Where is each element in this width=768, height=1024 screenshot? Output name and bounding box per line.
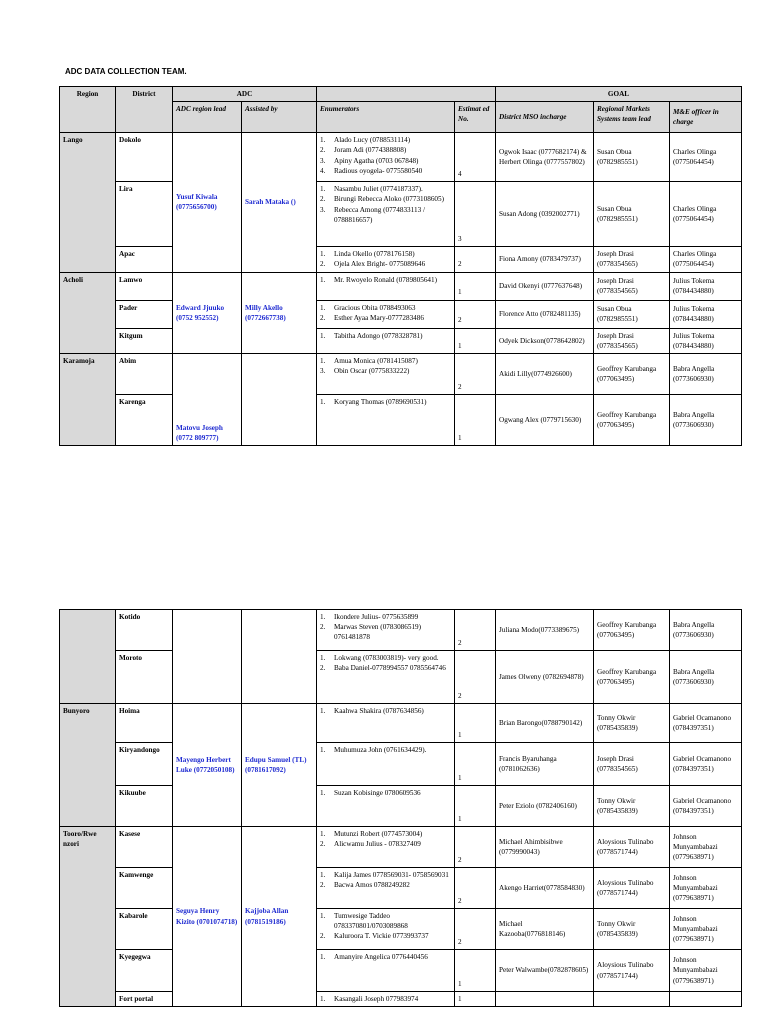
enumerator-name: Radious oyogela- 0775580540 bbox=[334, 166, 423, 175]
enumerator-number: 1. bbox=[320, 250, 326, 259]
enumerator-number: 4. bbox=[320, 166, 326, 175]
enumerator-name: Koryang Thomas (0789690531) bbox=[334, 398, 427, 407]
enumerator-number: 2. bbox=[320, 313, 326, 322]
estimated-number-cell: 2 bbox=[455, 868, 496, 909]
enumerator-name: Apiny Agatha (0703 067848) bbox=[334, 156, 419, 165]
district-cell: Hoima bbox=[116, 704, 173, 743]
enumerator-entry bbox=[320, 788, 451, 798]
enumerator-entry bbox=[320, 313, 451, 323]
me-officer-cell: Charles Olinga (0775064454) bbox=[670, 247, 742, 272]
regional-markets-lead-cell: Geoffrey Karubanga (077063495) bbox=[594, 610, 670, 651]
regional-markets-lead-cell: Susan Obua (0782985551) bbox=[594, 182, 670, 247]
me-officer-cell: Babra Angella (0773606930) bbox=[670, 651, 742, 704]
enumerator-name: Kalija James 0778569031- 0758569031 bbox=[334, 871, 449, 879]
adc-region-lead-cell: Mayengo Herbert Luke (0772050108) bbox=[173, 704, 242, 827]
header-district-mso: District MSO incharge bbox=[496, 102, 594, 133]
enumerator-number: 1. bbox=[320, 871, 326, 879]
enumerator-entry bbox=[320, 952, 451, 962]
enumerator-name: Linda Okello (0778176158) bbox=[334, 250, 415, 259]
enumerator-number: 1. bbox=[320, 746, 326, 754]
district-mso-cell: David Okenyi (0777637648) bbox=[496, 272, 594, 300]
header-adc-region-lead: ADC region lead bbox=[173, 102, 242, 133]
enumerators-cell bbox=[317, 247, 455, 272]
district-cell: Kiryandongo bbox=[116, 743, 173, 786]
district-cell: Lamwo bbox=[116, 272, 173, 300]
table-row bbox=[60, 786, 742, 827]
enumerator-number: 2. bbox=[320, 623, 326, 632]
table-row bbox=[60, 992, 742, 1007]
me-officer-cell: Babra Angella (0773606930) bbox=[670, 354, 742, 395]
enumerator-number: 1. bbox=[320, 136, 326, 145]
district-cell: Abim bbox=[116, 354, 173, 395]
enumerators-cell bbox=[317, 354, 455, 395]
enumerator-entry bbox=[320, 166, 451, 176]
enumerator-number: 2. bbox=[320, 146, 326, 155]
enumerator-entry bbox=[320, 366, 451, 376]
enumerator-entry bbox=[320, 184, 451, 194]
estimated-number-cell: 1 bbox=[455, 743, 496, 786]
enumerator-number: 2. bbox=[320, 932, 326, 941]
assisted-by-cell: Kajjoba Allan (0781519186) bbox=[242, 827, 317, 1007]
district-mso-cell: Akengo Harriet(0778584830) bbox=[496, 868, 594, 909]
enumerators-cell bbox=[317, 133, 455, 182]
enumerator-entry bbox=[320, 205, 451, 225]
district-mso-cell: Susan Adong (0392002771) bbox=[496, 182, 594, 247]
enumerator-entry bbox=[320, 653, 451, 663]
regional-markets-lead-cell: Geoffrey Karubanga (077063495) bbox=[594, 651, 670, 704]
estimated-number-cell: 3 bbox=[455, 182, 496, 247]
enumerator-number: 2. bbox=[320, 840, 326, 849]
enumerator-name: Gracious Obita 0788493063 bbox=[334, 303, 416, 312]
enumerator-entry bbox=[320, 839, 451, 849]
regional-markets-lead-cell: Tonny Okwir (0785435839) bbox=[594, 786, 670, 827]
enumerators-cell bbox=[317, 786, 455, 827]
enumerator-name: Tumwesige Taddeo 0783370801/0703089868 bbox=[334, 912, 408, 931]
header-row bbox=[60, 87, 742, 102]
enumerator-entry bbox=[320, 745, 451, 755]
estimated-number-cell: 1 bbox=[455, 272, 496, 300]
district-cell: Karenga bbox=[116, 395, 173, 446]
regional-markets-lead-cell: Aloysious Tulinabo (0778571744) bbox=[594, 950, 670, 992]
header-goal: GOAL bbox=[496, 87, 742, 102]
me-officer-cell: Gabriel Ocamanono (0784397351) bbox=[670, 743, 742, 786]
header-regional-markets-lead: Regional Markets Systems team lead bbox=[594, 102, 670, 133]
table-row bbox=[60, 247, 742, 272]
table-row bbox=[60, 743, 742, 786]
enumerator-number: 1. bbox=[320, 613, 326, 621]
enumerator-entry bbox=[320, 870, 451, 880]
district-cell: Apac bbox=[116, 247, 173, 272]
regional-markets-lead-cell: Aloysious Tulinabo (0778571744) bbox=[594, 868, 670, 909]
table-row bbox=[60, 395, 742, 446]
me-officer-cell: Julius Tokema (0784434880) bbox=[670, 328, 742, 353]
district-mso-cell: Akidi Lilly(0774926600) bbox=[496, 354, 594, 395]
enumerator-entry bbox=[320, 706, 451, 716]
table-row bbox=[60, 610, 742, 651]
enumerator-entry bbox=[320, 303, 451, 313]
table-row bbox=[60, 909, 742, 950]
header-assisted-by: Assisted by bbox=[242, 102, 317, 133]
estimated-number-cell: 1 bbox=[455, 395, 496, 446]
enumerator-name: Kaahwa Shakira (0787634856) bbox=[334, 707, 424, 715]
enumerator-name: Bacwa Amos 0788249282 bbox=[334, 881, 410, 890]
assisted-by-cell bbox=[242, 354, 317, 446]
enumerator-number: 1. bbox=[320, 331, 326, 340]
district-cell: Lira bbox=[116, 182, 173, 247]
adc-region-lead-cell: Seguya Henry Kizito (0701074718) bbox=[173, 827, 242, 1007]
enumerators-cell bbox=[317, 300, 455, 328]
header-enumerators: Enumerators bbox=[317, 102, 455, 133]
regional-markets-lead-cell: Aloysious Tulinabo (0778571744) bbox=[594, 827, 670, 868]
enumerator-entry bbox=[320, 356, 451, 366]
enumerator-entry bbox=[320, 663, 451, 673]
district-cell: Kitgum bbox=[116, 328, 173, 353]
enumerator-number: 3. bbox=[320, 367, 326, 376]
me-officer-cell: Johnson Munyambabazi (0779638971) bbox=[670, 827, 742, 868]
enumerator-entry bbox=[320, 331, 451, 341]
district-mso-cell: Juliana Modo(0773389675) bbox=[496, 610, 594, 651]
district-mso-cell: Peter Walwambe(0782878605) bbox=[496, 950, 594, 992]
table-row bbox=[60, 827, 742, 868]
enumerator-number: 1. bbox=[320, 654, 326, 662]
enumerator-name: Joram Adi (0774388808) bbox=[334, 146, 407, 155]
me-officer-cell: Johnson Munyambabazi (0779638971) bbox=[670, 950, 742, 992]
enumerator-number: 2. bbox=[320, 195, 326, 204]
table-row bbox=[60, 133, 742, 182]
region-cell: Bunyoro bbox=[60, 704, 116, 827]
district-mso-cell: Peter Eziolo (0782406160) bbox=[496, 786, 594, 827]
district-mso-cell: Brian Barongo(0788790142) bbox=[496, 704, 594, 743]
district-mso-cell: Michael Ahimbisibwe (0779990043) bbox=[496, 827, 594, 868]
district-cell: Kyegegwa bbox=[116, 950, 173, 992]
estimated-number-cell: 2 bbox=[455, 610, 496, 651]
district-cell: Pader bbox=[116, 300, 173, 328]
region-cell: Karamoja bbox=[60, 354, 116, 446]
district-mso-cell: Florence Atto (0782481135) bbox=[496, 300, 594, 328]
me-officer-cell: Charles Olinga (0775064454) bbox=[670, 133, 742, 182]
me-officer-cell: Babra Angella (0773606930) bbox=[670, 610, 742, 651]
me-officer-cell: Babra Angella (0773606930) bbox=[670, 395, 742, 446]
district-cell: Fort portal bbox=[116, 992, 173, 1007]
estimated-number-cell: 1 bbox=[455, 950, 496, 992]
enumerator-name: Ikondere Julius- 0775635899 bbox=[334, 613, 419, 621]
table-row bbox=[60, 328, 742, 353]
enumerators-cell bbox=[317, 909, 455, 950]
enumerator-number: 1. bbox=[320, 995, 326, 1003]
table-row bbox=[60, 272, 742, 300]
table-row bbox=[60, 300, 742, 328]
enumerator-name: Lokwang (0783003819)- very good. bbox=[334, 654, 439, 662]
adc-region-lead-cell bbox=[173, 610, 242, 704]
enumerator-name: Nasambu Juliet (0774187337). bbox=[334, 185, 423, 194]
adc-region-lead-cell: Matovu Joseph (0772 809777) bbox=[173, 354, 242, 446]
me-officer-cell: Charles Olinga (0775064454) bbox=[670, 182, 742, 247]
regional-markets-lead-cell: Joseph Drasi (0778354565) bbox=[594, 272, 670, 300]
enumerator-number: 1. bbox=[320, 789, 326, 797]
assisted-by-cell bbox=[242, 610, 317, 704]
enumerator-name: Amua Monica (0781415087) bbox=[334, 357, 418, 366]
regional-markets-lead-cell bbox=[594, 992, 670, 1007]
enumerator-name: Rebecca Among (0774833113 / 0788816657) bbox=[334, 205, 425, 224]
header-estimated-no: Estimat ed No. bbox=[455, 102, 496, 133]
estimated-number-cell: 1 bbox=[455, 786, 496, 827]
district-mso-cell bbox=[496, 992, 594, 1007]
regional-markets-lead-cell: Susan Obua (0782985551) bbox=[594, 300, 670, 328]
enumerator-name: Esther Ayaa Mary-0777283486 bbox=[334, 313, 424, 322]
header-blank bbox=[317, 87, 496, 102]
enumerator-number: 2. bbox=[320, 881, 326, 890]
enumerator-entry bbox=[320, 622, 451, 642]
enumerator-entry bbox=[320, 994, 451, 1004]
estimated-number-cell: 2 bbox=[455, 909, 496, 950]
enumerator-name: Kasangali Joseph 077983974 bbox=[334, 995, 419, 1003]
enumerator-name: Alado Lucy (0788531114) bbox=[334, 136, 411, 145]
enumerator-entry bbox=[320, 612, 451, 622]
estimated-number-cell: 2 bbox=[455, 651, 496, 704]
enumerator-number: 2. bbox=[320, 260, 326, 269]
district-cell: Kasese bbox=[116, 827, 173, 868]
enumerators-cell bbox=[317, 328, 455, 353]
estimated-number-cell: 2 bbox=[455, 247, 496, 272]
enumerator-number: 2. bbox=[320, 664, 326, 673]
enumerator-entry bbox=[320, 156, 451, 166]
adc-team-table-2 bbox=[59, 609, 742, 1007]
estimated-number-cell: 2 bbox=[455, 827, 496, 868]
enumerator-name: Marwas Steven (0783086519) 0761481878 bbox=[334, 623, 422, 642]
enumerators-cell bbox=[317, 992, 455, 1007]
enumerators-cell bbox=[317, 950, 455, 992]
regional-markets-lead-cell: Geoffrey Karubanga (077063495) bbox=[594, 354, 670, 395]
enumerators-cell bbox=[317, 395, 455, 446]
enumerator-name: Alicwamu Julius - 078327409 bbox=[334, 840, 421, 849]
district-mso-cell: Odyek Dickson(0778642802) bbox=[496, 328, 594, 353]
district-cell: Kikuube bbox=[116, 786, 173, 827]
assisted-by-cell: Milly Akello (0772667738) bbox=[242, 272, 317, 353]
enumerator-entry bbox=[320, 275, 451, 285]
enumerator-entry bbox=[320, 829, 451, 839]
header-adc: ADC bbox=[173, 87, 317, 102]
enumerator-number: 1. bbox=[320, 707, 326, 715]
enumerator-name: Muhumuza John (0761634429). bbox=[334, 746, 427, 754]
district-cell: Dokolo bbox=[116, 133, 173, 182]
district-mso-cell: Michael Kazooba(0776818146) bbox=[496, 909, 594, 950]
enumerator-entry bbox=[320, 145, 451, 155]
enumerator-name: Birungi Rebecca Aloko (0773108605) bbox=[334, 195, 444, 204]
estimated-number-cell: 2 bbox=[455, 300, 496, 328]
table-row bbox=[60, 950, 742, 992]
enumerator-number: 1. bbox=[320, 830, 326, 838]
enumerators-cell bbox=[317, 743, 455, 786]
regional-markets-lead-cell: Joseph Drasi (0778354565) bbox=[594, 743, 670, 786]
table-row bbox=[60, 704, 742, 743]
document-title: ADC DATA COLLECTION TEAM. bbox=[65, 67, 187, 76]
regional-markets-lead-cell: Susan Obua (0782985551) bbox=[594, 133, 670, 182]
district-mso-cell: James Olweny (0782694878) bbox=[496, 651, 594, 704]
adc-region-lead-cell: Yusuf Kiwala (0775656700) bbox=[173, 133, 242, 272]
enumerators-cell bbox=[317, 182, 455, 247]
enumerators-cell bbox=[317, 651, 455, 704]
region-cell: Lango bbox=[60, 133, 116, 272]
enumerator-name: Suzan Kobisinge 0780609536 bbox=[334, 789, 421, 797]
enumerator-name: Kaluroora T. Vickie 0773993737 bbox=[334, 932, 429, 941]
enumerator-entry bbox=[320, 249, 451, 259]
adc-team-table-1 bbox=[59, 86, 742, 446]
regional-markets-lead-cell: Tonny Okwir (0785435839) bbox=[594, 909, 670, 950]
table-row bbox=[60, 182, 742, 247]
adc-region-lead-cell: Edward Jjuuko (0752 952552) bbox=[173, 272, 242, 353]
me-officer-cell bbox=[670, 992, 742, 1007]
me-officer-cell: Julius Tokema (0784434880) bbox=[670, 272, 742, 300]
enumerator-number: 1. bbox=[320, 953, 326, 961]
enumerator-number: 1. bbox=[320, 303, 326, 312]
enumerator-entry bbox=[320, 911, 451, 931]
table-row bbox=[60, 651, 742, 704]
regional-markets-lead-cell: Tonny Okwir (0785435839) bbox=[594, 704, 670, 743]
regional-markets-lead-cell: Joseph Drasi (0778354565) bbox=[594, 328, 670, 353]
enumerator-entry bbox=[320, 194, 451, 204]
table-row bbox=[60, 868, 742, 909]
enumerators-cell bbox=[317, 610, 455, 651]
regional-markets-lead-cell: Geoffrey Karubanga (077063495) bbox=[594, 395, 670, 446]
estimated-number-cell: 2 bbox=[455, 354, 496, 395]
enumerator-name: Ojela Alex Bright- 0775089646 bbox=[334, 260, 426, 269]
enumerator-name: Obin Oscar (0775833222) bbox=[334, 367, 410, 376]
region-cell: Tooro/Rwe nzori bbox=[60, 827, 116, 1007]
enumerator-number: 3. bbox=[320, 156, 326, 165]
enumerator-name: Tabitha Adongo (0778328781) bbox=[334, 331, 423, 340]
district-cell: Kabarole bbox=[116, 909, 173, 950]
estimated-number-cell: 1 bbox=[455, 992, 496, 1007]
enumerator-number: 3. bbox=[320, 205, 326, 214]
district-mso-cell: Fiona Amony (0783479737) bbox=[496, 247, 594, 272]
table-row bbox=[60, 354, 742, 395]
enumerator-name: Amanyire Angelica 0776440456 bbox=[334, 953, 428, 961]
region-cell bbox=[60, 610, 116, 704]
enumerators-cell bbox=[317, 868, 455, 909]
enumerator-name: Mutunzi Robert (0774573004) bbox=[334, 830, 423, 838]
enumerator-entry bbox=[320, 397, 451, 407]
district-mso-cell: Ogwang Alex (0779715630) bbox=[496, 395, 594, 446]
regional-markets-lead-cell: Joseph Drasi (0778354565) bbox=[594, 247, 670, 272]
estimated-number-cell: 4 bbox=[455, 133, 496, 182]
me-officer-cell: Johnson Munyambabazi (0779638971) bbox=[670, 868, 742, 909]
enumerator-entry bbox=[320, 931, 451, 941]
district-mso-cell: Francis Byaruhanga (0781062636) bbox=[496, 743, 594, 786]
enumerators-cell bbox=[317, 827, 455, 868]
enumerator-number: 1. bbox=[320, 275, 326, 284]
me-officer-cell: Julius Tokema (0784434880) bbox=[670, 300, 742, 328]
district-cell: Kamwenge bbox=[116, 868, 173, 909]
enumerator-entry bbox=[320, 259, 451, 269]
enumerator-entry bbox=[320, 135, 451, 145]
header-district: District bbox=[116, 87, 173, 133]
region-cell: Acholi bbox=[60, 272, 116, 353]
me-officer-cell: Gabriel Ocamanono (0784397351) bbox=[670, 786, 742, 827]
enumerator-name: Baba Daniel-0778994557 0785564746 bbox=[334, 664, 446, 673]
header-me-officer: M&E officer in charge bbox=[670, 102, 742, 133]
enumerators-cell bbox=[317, 272, 455, 300]
district-cell: Moroto bbox=[116, 651, 173, 704]
estimated-number-cell: 1 bbox=[455, 704, 496, 743]
enumerator-number: 1. bbox=[320, 912, 326, 920]
enumerators-cell bbox=[317, 704, 455, 743]
header-region: Region bbox=[60, 87, 116, 133]
enumerator-number: 1. bbox=[320, 185, 326, 194]
enumerator-number: 1. bbox=[320, 357, 326, 366]
assisted-by-cell: Edupu Samuel (TL) (0781617092) bbox=[242, 704, 317, 827]
enumerator-number: 1. bbox=[320, 398, 326, 407]
assisted-by-cell: Sarah Mataka () bbox=[242, 133, 317, 272]
district-mso-cell: Ogwok Isaac (0777682174) & Herbert Olinga (0777557802) bbox=[496, 133, 594, 182]
enumerator-entry bbox=[320, 880, 451, 890]
estimated-number-cell: 1 bbox=[455, 328, 496, 353]
district-cell: Kotido bbox=[116, 610, 173, 651]
me-officer-cell: Johnson Munyambabazi (0779638971) bbox=[670, 909, 742, 950]
enumerator-name: Mr. Rwoyelo Ronald (0789805641) bbox=[334, 275, 438, 284]
me-officer-cell: Gabriel Ocamanono (0784397351) bbox=[670, 704, 742, 743]
